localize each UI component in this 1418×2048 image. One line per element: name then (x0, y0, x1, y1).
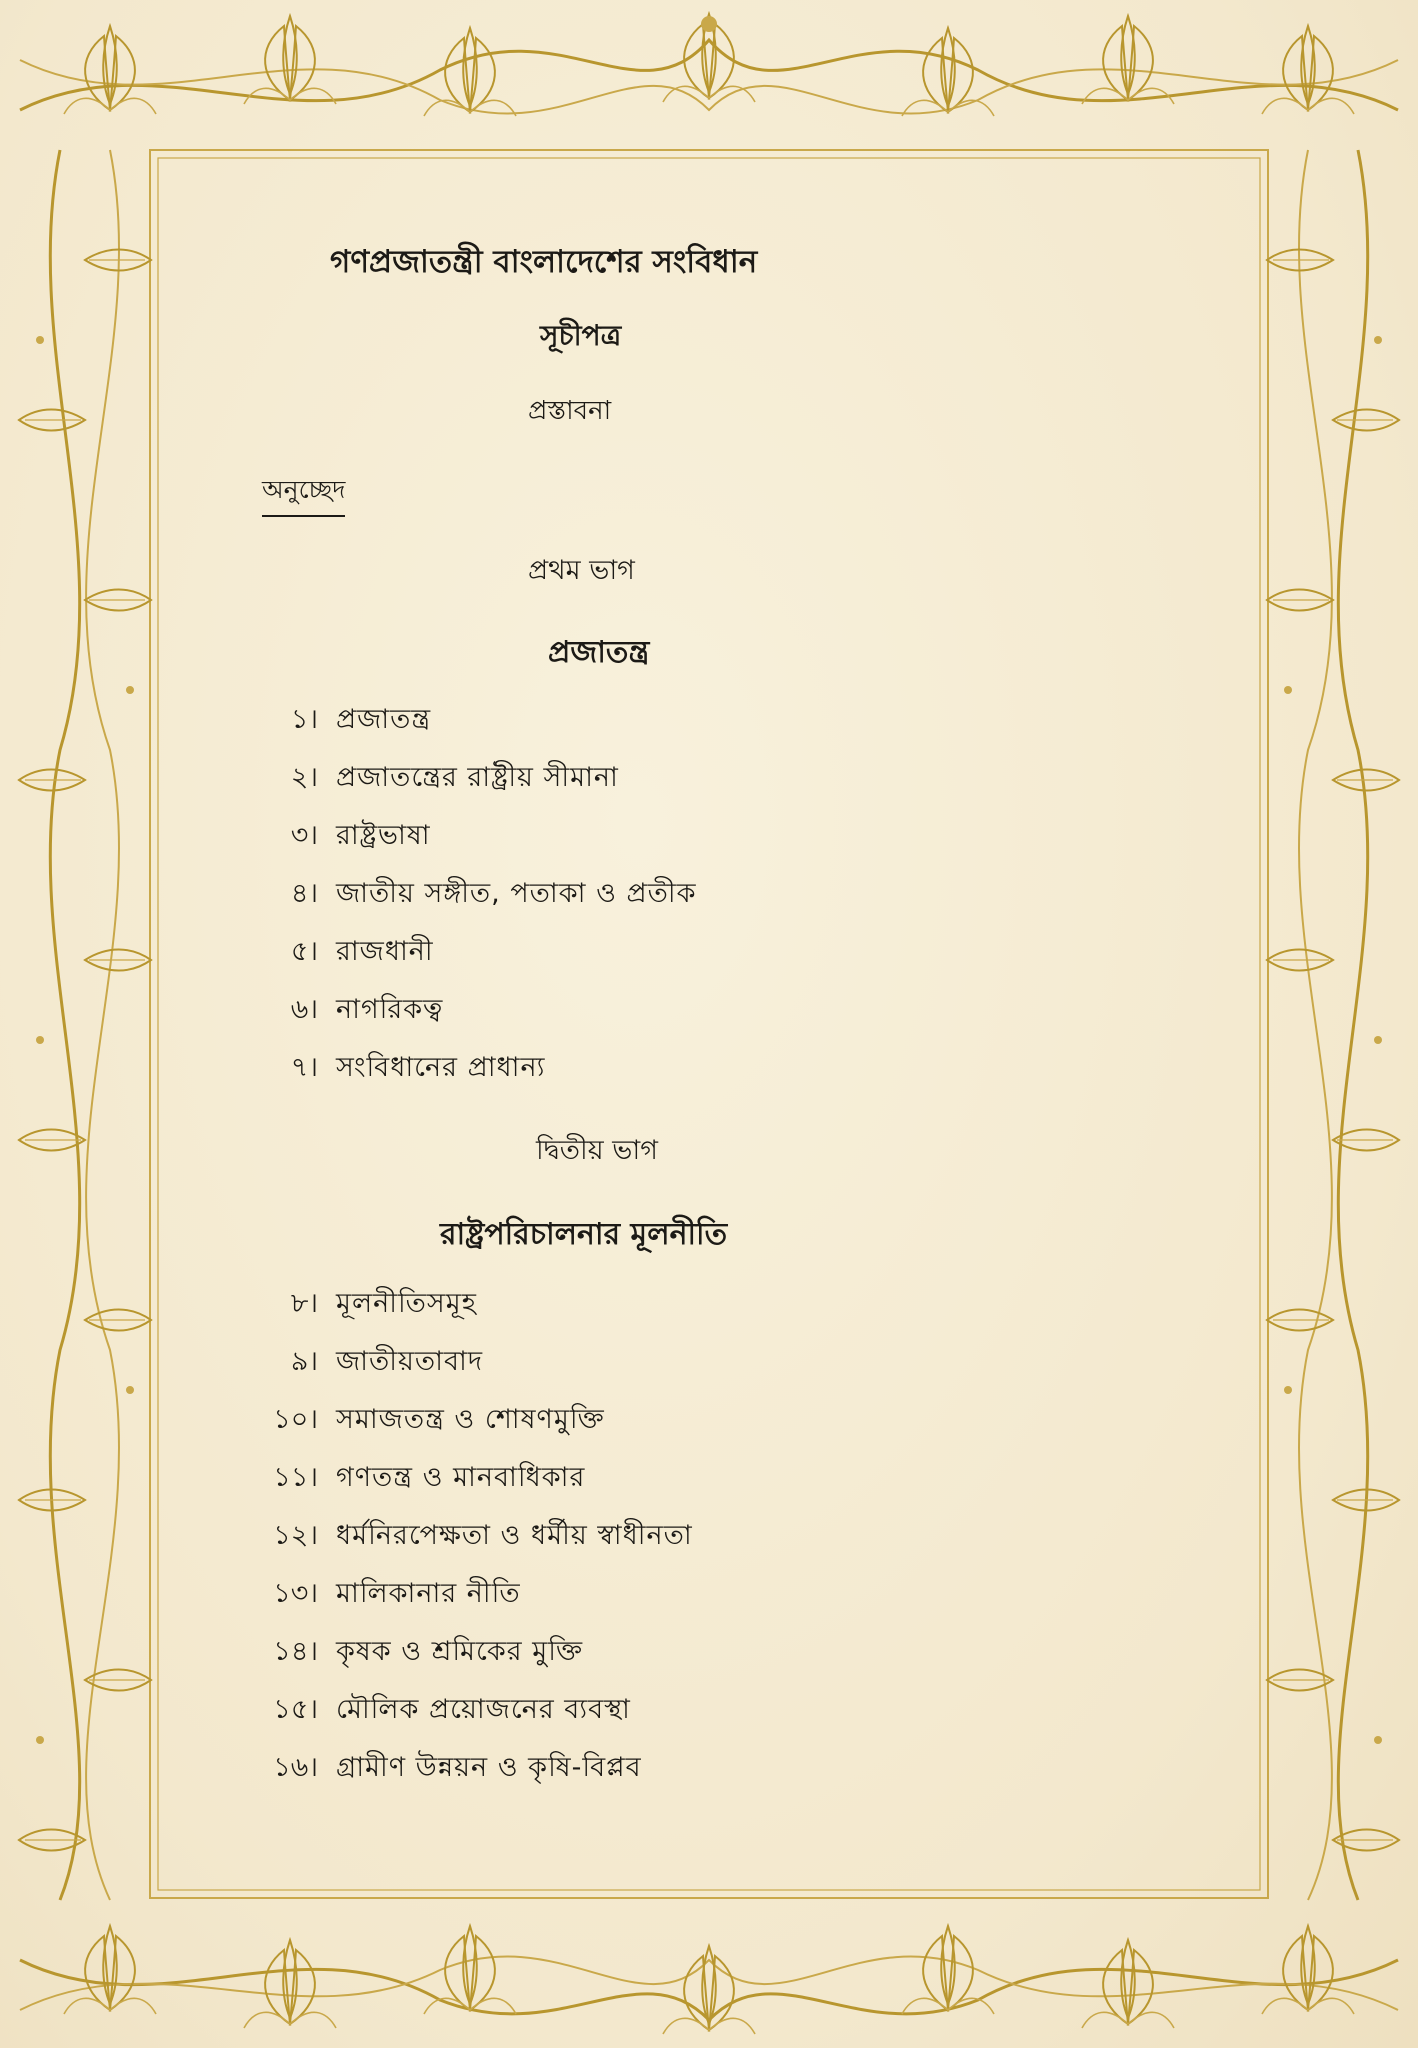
article-number: ১১। (273, 1461, 318, 1493)
part-two-heading: রাষ্ট্রপরিচালনার মূলনীতি (440, 1217, 728, 1252)
article-title: মালিকানার নীতি (336, 1577, 521, 1609)
part-one-article-list (262, 692, 697, 1098)
article-title: ধর্মনিরপেক্ষতা ও ধর্মীয় স্বাধীনতা (336, 1519, 693, 1551)
article-number: ১। (290, 703, 318, 735)
list-item (262, 1450, 693, 1508)
contents-heading: সূচীপত্র (540, 319, 622, 352)
article-title: নাগরিকত্ব (336, 993, 444, 1025)
list-item (262, 1334, 693, 1392)
article-number: ৬। (290, 993, 318, 1025)
list-item (262, 982, 697, 1040)
part-one-label: প্রথম ভাগ (528, 555, 635, 586)
list-item (262, 750, 697, 808)
article-title: জাতীয় সঙ্গীত, পতাকা ও প্রতীক (336, 877, 697, 909)
article-title: সংবিধানের প্রাধান্য (336, 1051, 546, 1083)
list-item (262, 692, 697, 750)
article-number: ৭। (290, 1051, 318, 1083)
article-number: ৯। (290, 1345, 318, 1377)
list-item (262, 866, 697, 924)
article-number: ১৪। (273, 1635, 318, 1667)
part-two-article-list (262, 1276, 693, 1798)
article-number: ২। (290, 761, 318, 793)
list-item (262, 1682, 693, 1740)
article-title: প্রজাতন্ত্র (336, 703, 432, 735)
article-title: মৌলিক প্রয়োজনের ব্যবস্থা (336, 1693, 631, 1725)
document-title: গণপ্রজাতন্ত্রী বাংলাদেশের সংবিধান (330, 244, 758, 280)
list-item (262, 1040, 697, 1098)
list-item (262, 1566, 693, 1624)
article-number: ৮। (290, 1287, 318, 1319)
list-item (262, 1508, 693, 1566)
article-title: গণতন্ত্র ও মানবাধিকার (336, 1461, 586, 1493)
list-item (262, 1740, 693, 1798)
article-column-label: অনুচ্ছেদ (262, 470, 345, 517)
article-number: ৩। (290, 819, 318, 851)
list-item (262, 1276, 693, 1334)
article-title: গ্রামীণ উন্নয়ন ও কৃষি-বিপ্লব (336, 1751, 642, 1783)
list-item (262, 1624, 693, 1682)
article-number: ১২। (273, 1519, 318, 1551)
list-item (262, 1392, 693, 1450)
preamble-entry: প্রস্তাবনা (528, 396, 612, 426)
article-number: ৪। (290, 877, 318, 909)
article-title: রাষ্ট্রভাষা (336, 819, 431, 851)
article-title: প্রজাতন্ত্রের রাষ্ট্রীয় সীমানা (336, 761, 619, 793)
article-title: কৃষক ও শ্রমিকের মুক্তি (336, 1635, 584, 1667)
article-title: সমাজতন্ত্র ও শোষণমুক্তি (336, 1403, 605, 1435)
article-title: মূলনীতিসমূহ (336, 1287, 477, 1319)
list-item (262, 808, 697, 866)
article-number: ১৬। (273, 1751, 318, 1783)
article-number: ৫। (290, 935, 318, 967)
article-number: ১০। (273, 1403, 318, 1435)
part-two-label: দ্বিতীয় ভাগ (536, 1135, 658, 1166)
article-title: রাজধানী (336, 935, 434, 967)
list-item (262, 924, 697, 982)
part-one-heading: প্রজাতন্ত্র (548, 635, 650, 670)
article-number: ১৩। (273, 1577, 318, 1609)
article-title: জাতীয়তাবাদ (336, 1345, 484, 1377)
article-number: ১৫। (273, 1693, 318, 1725)
